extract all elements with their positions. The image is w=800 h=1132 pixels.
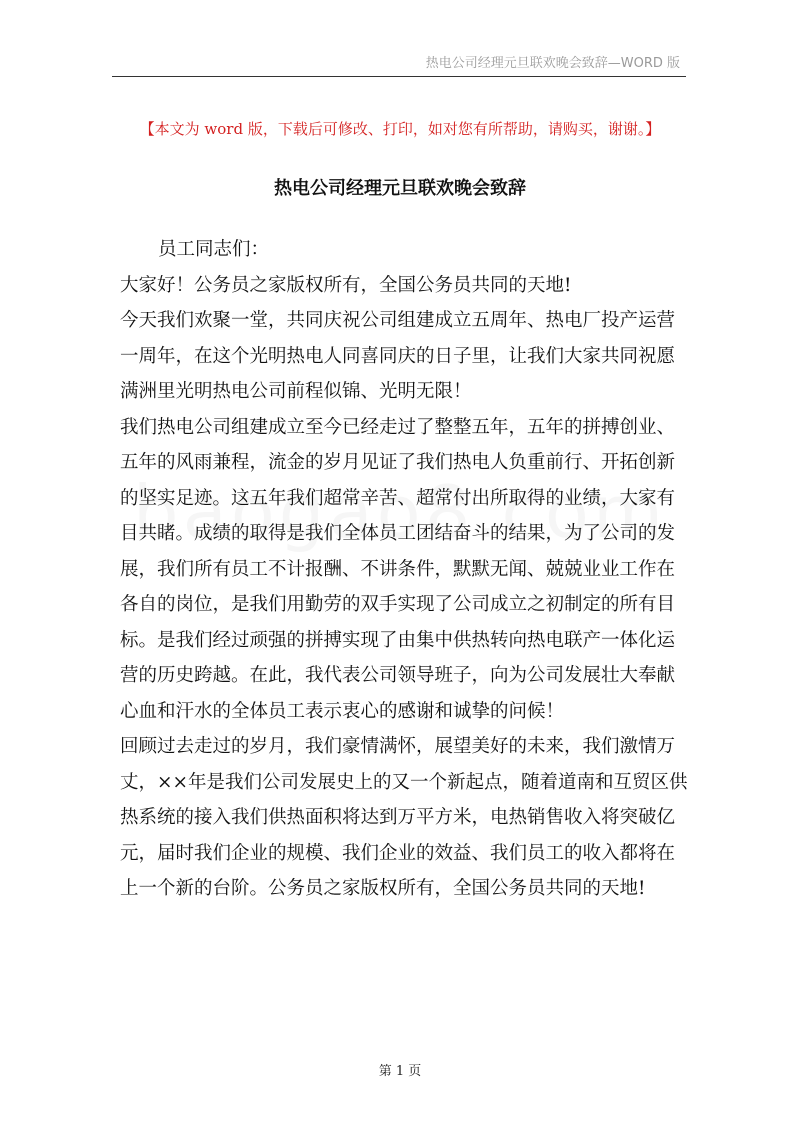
header-divider <box>112 76 686 77</box>
body-line: 丈，××年是我们公司发展史上的又一个新起点，随着道南和互贸区供 <box>120 771 688 793</box>
body-line: 展，我们所有员工不计报酬、不讲条件，默默无闻、兢兢业业工作在 <box>120 558 676 580</box>
body-line: 标。是我们经过顽强的拼搏实现了由集中供热转向热电联产一体化运 <box>120 629 676 651</box>
body-line: 热系统的接入我们供热面积将达到万平方米，电热销售收入将突破亿 <box>120 807 676 828</box>
body-line: 上一个新的台阶。公务员之家版权所有，全国公务员共同的天地! <box>120 878 646 899</box>
body-line: 我们热电公司组建成立至今已经走过了整整五年，五年的拼搏创业、 <box>120 416 676 438</box>
running-header: 热电公司经理元旦联欢晚会致辞—WORD 版 <box>425 56 680 71</box>
body-line: 五年的风雨兼程，流金的岁月见证了我们热电人负重前行、开拓创新 <box>120 452 676 473</box>
body-line: 一周年，在这个光明热电人同喜同庆的日子里，让我们大家共同祝愿 <box>120 345 676 367</box>
body-line: 元，届时我们企业的规模、我们企业的效益、我们员工的收入都将在 <box>120 842 676 864</box>
document-title: 热电公司经理元旦联欢晚会致辞 <box>274 178 526 199</box>
body-line: 营的历史跨越。在此，我代表公司领导班子，向为公司发展壮大奉献 <box>120 665 676 686</box>
body-line: 的坚实足迹。这五年我们超常辛苦、超常付出所取得的业绩，大家有 <box>120 487 676 509</box>
purchase-notice: 【本文为 word 版，下载后可修改、打印，如对您有所帮助，请购买，谢谢。】 <box>139 120 661 138</box>
body-line: 目共睹。成绩的取得是我们全体员工团结奋斗的结果，为了公司的发 <box>120 523 676 544</box>
page-number: 第 1 页 <box>378 1064 422 1079</box>
document-body <box>120 232 688 907</box>
body-line: 满洲里光明热电公司前程似锦、光明无限！ <box>120 381 472 402</box>
body-line: 今天我们欢聚一堂，共同庆祝公司组建成立五周年、热电厂投产运营 <box>120 310 676 331</box>
body-line: 回顾过去走过的岁月，我们豪情满怀，展望美好的未来，我们激情万 <box>120 736 676 757</box>
body-line: 各自的岗位，是我们用勤劳的双手实现了公司成立之初制定的所有目 <box>120 594 676 615</box>
body-line: 大家好！公务员之家版权所有，全国公务员共同的天地! <box>120 274 572 296</box>
body-line: 心血和汗水的全体员工表示衷心的感谢和诚挚的问候！ <box>120 700 565 722</box>
greeting: 员工同志们： <box>158 239 270 260</box>
